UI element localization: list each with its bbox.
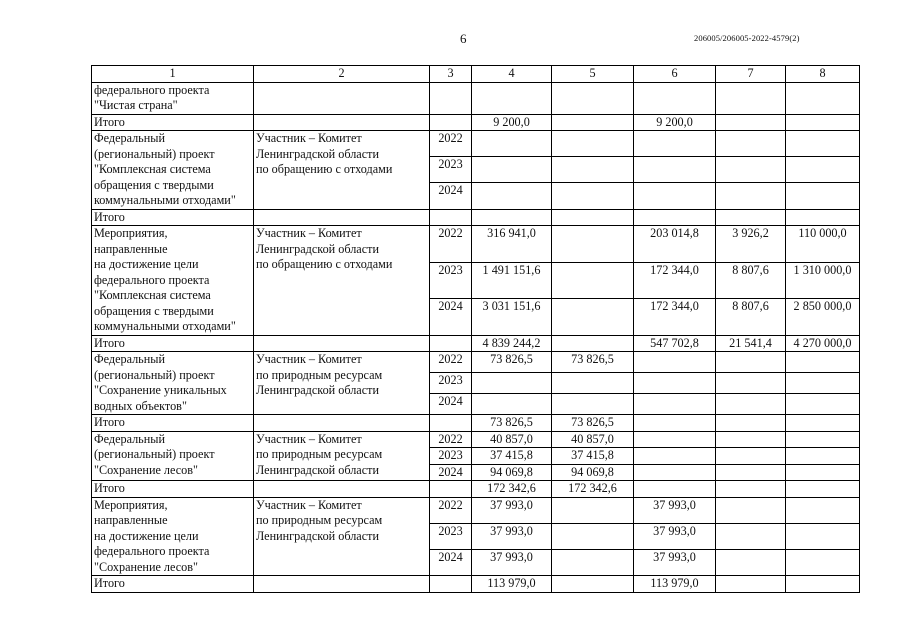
amount-cell: 8 807,6 xyxy=(716,299,786,336)
amount-cell: 37 993,0 xyxy=(634,549,716,575)
year-cell: 2023 xyxy=(430,448,472,465)
total-row xyxy=(92,114,860,131)
amount-cell: 172 342,6 xyxy=(552,481,634,498)
amount-cell xyxy=(552,335,634,352)
amount-cell: 37 993,0 xyxy=(634,523,716,549)
participant-cell: Участник – Комитет по природным ресурсам Ленинградской области xyxy=(254,431,430,481)
year-cell: 2024 xyxy=(430,549,472,575)
total-row xyxy=(92,335,860,352)
project-name-cell: федерального проекта "Чистая страна" xyxy=(92,82,254,114)
empty-cell xyxy=(430,335,472,352)
empty-cell xyxy=(430,114,472,131)
amount-cell xyxy=(716,373,786,394)
amount-cell xyxy=(716,464,786,481)
project-name-cell: Федеральный (региональный) проект "Сохранение уникальных водных объектов" xyxy=(92,352,254,415)
amount-cell xyxy=(552,394,634,415)
column-header: 3 xyxy=(430,66,472,83)
total-label: Итого xyxy=(92,576,254,593)
total-label: Итого xyxy=(92,114,254,131)
amount-cell xyxy=(786,209,860,226)
amount-cell: 110 000,0 xyxy=(786,226,860,263)
amount-cell: 172 342,6 xyxy=(472,481,552,498)
amount-cell: 73 826,5 xyxy=(552,352,634,373)
page-number: 6 xyxy=(460,31,467,46)
year-cell: 2022 xyxy=(430,226,472,263)
amount-cell: 3 926,2 xyxy=(716,226,786,263)
amount-cell xyxy=(786,114,860,131)
amount-cell: 172 344,0 xyxy=(634,299,716,336)
participant-cell: Участник – Комитет Ленинградской области по обращению с отходами xyxy=(254,131,430,210)
amount-cell: 1 491 151,6 xyxy=(472,262,552,299)
amount-cell: 3 031 151,6 xyxy=(472,299,552,336)
amount-cell xyxy=(634,394,716,415)
amount-cell xyxy=(634,415,716,432)
amount-cell xyxy=(552,523,634,549)
year-cell: 2022 xyxy=(430,431,472,448)
amount-cell: 94 069,8 xyxy=(552,464,634,481)
amount-cell xyxy=(472,157,552,183)
amount-cell xyxy=(786,497,860,523)
amount-cell xyxy=(552,209,634,226)
empty-cell xyxy=(254,481,430,498)
amount-cell xyxy=(634,183,716,209)
amount-cell xyxy=(634,373,716,394)
amount-cell xyxy=(786,415,860,432)
amount-cell: 21 541,4 xyxy=(716,335,786,352)
project-name-cell: Федеральный (региональный) проект "Комплексная система обращения с твердыми коммунальными отходами" xyxy=(92,131,254,210)
column-header: 1 xyxy=(92,66,254,83)
year-cell: 2022 xyxy=(430,131,472,157)
amount-cell xyxy=(472,183,552,209)
amount-cell: 4 270 000,0 xyxy=(786,335,860,352)
empty-cell xyxy=(254,209,430,226)
total-label: Итого xyxy=(92,209,254,226)
amount-cell xyxy=(634,157,716,183)
year-cell: 2024 xyxy=(430,464,472,481)
amount-cell xyxy=(552,183,634,209)
amount-cell xyxy=(716,549,786,575)
amount-cell xyxy=(552,157,634,183)
column-header: 6 xyxy=(634,66,716,83)
amount-cell xyxy=(472,131,552,157)
amount-cell xyxy=(472,394,552,415)
participant-cell: Участник – Комитет по природным ресурсам Ленинградской области xyxy=(254,352,430,415)
amount-cell: 547 702,8 xyxy=(634,335,716,352)
amount-cell xyxy=(786,549,860,575)
amount-cell: 113 979,0 xyxy=(472,576,552,593)
amount-cell xyxy=(786,464,860,481)
amount-cell xyxy=(472,209,552,226)
empty-cell xyxy=(430,82,472,114)
empty-cell xyxy=(430,209,472,226)
amount-cell xyxy=(552,131,634,157)
participant-cell: Участник – Комитет Ленинградской области по обращению с отходами xyxy=(254,226,430,336)
amount-cell xyxy=(716,114,786,131)
amount-cell: 37 993,0 xyxy=(634,497,716,523)
amount-cell: 37 993,0 xyxy=(472,497,552,523)
empty-cell xyxy=(254,415,430,432)
amount-cell xyxy=(786,431,860,448)
amount-cell: 203 014,8 xyxy=(634,226,716,263)
amount-cell xyxy=(634,209,716,226)
amount-cell: 316 941,0 xyxy=(472,226,552,263)
total-label: Итого xyxy=(92,335,254,352)
amount-cell xyxy=(716,352,786,373)
budget-table xyxy=(91,65,860,593)
table-row xyxy=(92,497,860,523)
amount-cell xyxy=(716,157,786,183)
amount-cell: 40 857,0 xyxy=(552,431,634,448)
year-cell: 2022 xyxy=(430,352,472,373)
empty-cell xyxy=(634,82,716,114)
amount-cell xyxy=(552,373,634,394)
column-header: 5 xyxy=(552,66,634,83)
amount-cell xyxy=(634,131,716,157)
amount-cell xyxy=(634,464,716,481)
amount-cell: 37 415,8 xyxy=(472,448,552,465)
total-row xyxy=(92,209,860,226)
amount-cell xyxy=(716,183,786,209)
empty-cell xyxy=(430,481,472,498)
year-cell: 2022 xyxy=(430,497,472,523)
amount-cell xyxy=(716,209,786,226)
project-name-cell: Мероприятия, направленные на достижение цели федерального проекта "Сохранение лесов" xyxy=(92,497,254,576)
year-cell: 2023 xyxy=(430,157,472,183)
column-header: 4 xyxy=(472,66,552,83)
year-cell: 2023 xyxy=(430,373,472,394)
year-cell: 2024 xyxy=(430,183,472,209)
amount-cell xyxy=(552,497,634,523)
amount-cell xyxy=(786,131,860,157)
amount-cell: 73 826,5 xyxy=(472,352,552,373)
amount-cell xyxy=(716,448,786,465)
table-row xyxy=(92,431,860,448)
column-header: 2 xyxy=(254,66,430,83)
amount-cell: 73 826,5 xyxy=(552,415,634,432)
total-label: Итого xyxy=(92,481,254,498)
empty-cell xyxy=(254,576,430,593)
amount-cell xyxy=(552,576,634,593)
amount-cell: 1 310 000,0 xyxy=(786,262,860,299)
empty-cell xyxy=(254,82,430,114)
amount-cell xyxy=(716,523,786,549)
amount-cell xyxy=(634,352,716,373)
amount-cell xyxy=(716,394,786,415)
table-row xyxy=(92,82,860,114)
amount-cell: 2 850 000,0 xyxy=(786,299,860,336)
amount-cell xyxy=(552,549,634,575)
amount-cell xyxy=(634,431,716,448)
participant-cell: Участник – Комитет по природным ресурсам Ленинградской области xyxy=(254,497,430,576)
amount-cell xyxy=(552,226,634,263)
amount-cell: 9 200,0 xyxy=(472,114,552,131)
amount-cell xyxy=(786,448,860,465)
amount-cell xyxy=(716,131,786,157)
year-cell: 2023 xyxy=(430,523,472,549)
amount-cell xyxy=(786,157,860,183)
amount-cell xyxy=(786,394,860,415)
empty-cell xyxy=(430,415,472,432)
amount-cell: 172 344,0 xyxy=(634,262,716,299)
amount-cell: 113 979,0 xyxy=(634,576,716,593)
column-header: 7 xyxy=(716,66,786,83)
amount-cell: 4 839 244,2 xyxy=(472,335,552,352)
amount-cell xyxy=(716,431,786,448)
project-name-cell: Федеральный (региональный) проект "Сохранение лесов" xyxy=(92,431,254,481)
amount-cell xyxy=(634,481,716,498)
total-row xyxy=(92,481,860,498)
total-row xyxy=(92,415,860,432)
amount-cell xyxy=(786,352,860,373)
amount-cell: 94 069,8 xyxy=(472,464,552,481)
empty-cell xyxy=(552,82,634,114)
year-cell: 2023 xyxy=(430,262,472,299)
amount-cell: 40 857,0 xyxy=(472,431,552,448)
amount-cell xyxy=(786,373,860,394)
empty-cell xyxy=(716,82,786,114)
amount-cell: 8 807,6 xyxy=(716,262,786,299)
amount-cell xyxy=(634,448,716,465)
amount-cell: 73 826,5 xyxy=(472,415,552,432)
amount-cell xyxy=(786,576,860,593)
amount-cell xyxy=(716,481,786,498)
amount-cell: 9 200,0 xyxy=(634,114,716,131)
amount-cell xyxy=(552,262,634,299)
total-label: Итого xyxy=(92,415,254,432)
amount-cell xyxy=(786,481,860,498)
amount-cell xyxy=(552,299,634,336)
amount-cell xyxy=(786,523,860,549)
empty-cell xyxy=(430,576,472,593)
amount-cell: 37 993,0 xyxy=(472,523,552,549)
empty-cell xyxy=(786,82,860,114)
table-row xyxy=(92,131,860,157)
project-name-cell: Мероприятия, направленные на достижение цели федерального проекта "Комплексная система обращения с твердыми коммунальными отходами" xyxy=(92,226,254,336)
column-header: 8 xyxy=(786,66,860,83)
empty-cell xyxy=(254,335,430,352)
year-cell: 2024 xyxy=(430,394,472,415)
table-row xyxy=(92,352,860,373)
table-row xyxy=(92,226,860,263)
amount-cell xyxy=(716,415,786,432)
amount-cell xyxy=(786,183,860,209)
year-cell: 2024 xyxy=(430,299,472,336)
table-header-row xyxy=(92,66,860,83)
total-row xyxy=(92,576,860,593)
amount-cell xyxy=(716,497,786,523)
document-code: 206005/206005-2022-4579(2) xyxy=(694,33,800,43)
amount-cell xyxy=(716,576,786,593)
amount-cell: 37 993,0 xyxy=(472,549,552,575)
amount-cell xyxy=(472,373,552,394)
amount-cell: 37 415,8 xyxy=(552,448,634,465)
amount-cell xyxy=(552,114,634,131)
empty-cell xyxy=(472,82,552,114)
empty-cell xyxy=(254,114,430,131)
